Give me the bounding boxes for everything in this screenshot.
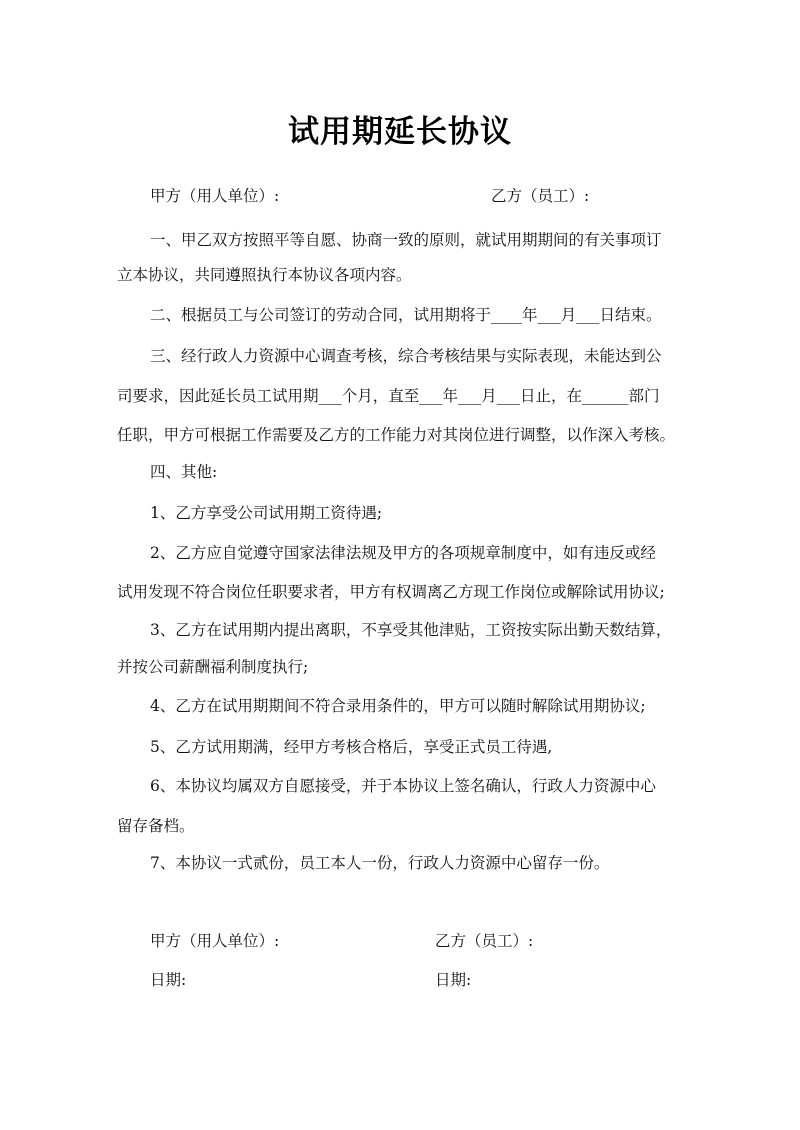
signature-date-b: 日期: [435,971,472,989]
item-2-line-2: 试用发现不符合岗位任职要求者，甲方有权调离乙方现工作岗位或解除试用协议; [117,583,665,601]
header-party-b: 乙方（员工）: [491,187,590,205]
item-4: 4、乙方在试用期期间不符合录用条件的，甲方可以随时解除试用期协议; [150,697,646,715]
item-5: 5、乙方试用期满，经甲方考核合格后，享受正式员工待遇, [150,738,553,756]
paragraph-4-heading: 四、其他: [150,463,218,481]
paragraph-1-line-1: 一、甲乙双方按照平等自愿、协商一致的原则，就试用期期间的有关事项订 [150,231,662,249]
paragraph-1-line-2: 立本协议，共同遵照执行本协议各项内容。 [117,266,412,284]
paragraph-3-line-1: 三、经行政人力资源中心调查考核，综合考核结果与实际表现，未能达到公 [150,347,662,365]
item-6-line-2: 留存备档。 [117,817,195,835]
header-party-a: 甲方（用人单位）: [150,187,280,205]
paragraph-3-line-2: 司要求，因此延长员工试用期___个月，直至___年___月___日止，在______部门 [117,387,660,405]
document-title: 试用期延长协议 [288,114,512,150]
item-3-line-1: 3、乙方在试用期内提出离职，不享受其他津贴，工资按实际出勤天数结算， [150,621,672,639]
item-1: 1、乙方享受公司试用期工资待遇; [150,504,383,522]
signature-party-a: 甲方（用人单位）: [150,932,280,950]
signature-party-b: 乙方（员工）: [435,932,534,950]
paragraph-3-line-3: 任职，甲方可根据工作需要及乙方的工作能力对其岗位进行调整，以作深入考核。 [117,426,676,444]
item-3-line-2: 并按公司薪酬福利制度执行; [117,658,309,676]
item-2-line-1: 2、乙方应自觉遵守国家法律法规及甲方的各项规章制度中，如有违反或经 [150,544,656,562]
item-6-line-1: 6、本协议均属双方自愿接受，并于本协议上签名确认，行政人力资源中心 [150,777,656,795]
signature-date-a: 日期: [150,971,187,989]
paragraph-2-line-1: 二、根据员工与公司签订的劳动合同，试用期将于____年___月___日结束。 [150,306,662,324]
item-7: 7、本协议一式贰份，员工本人一份，行政人力资源中心留存一份。 [150,854,610,872]
